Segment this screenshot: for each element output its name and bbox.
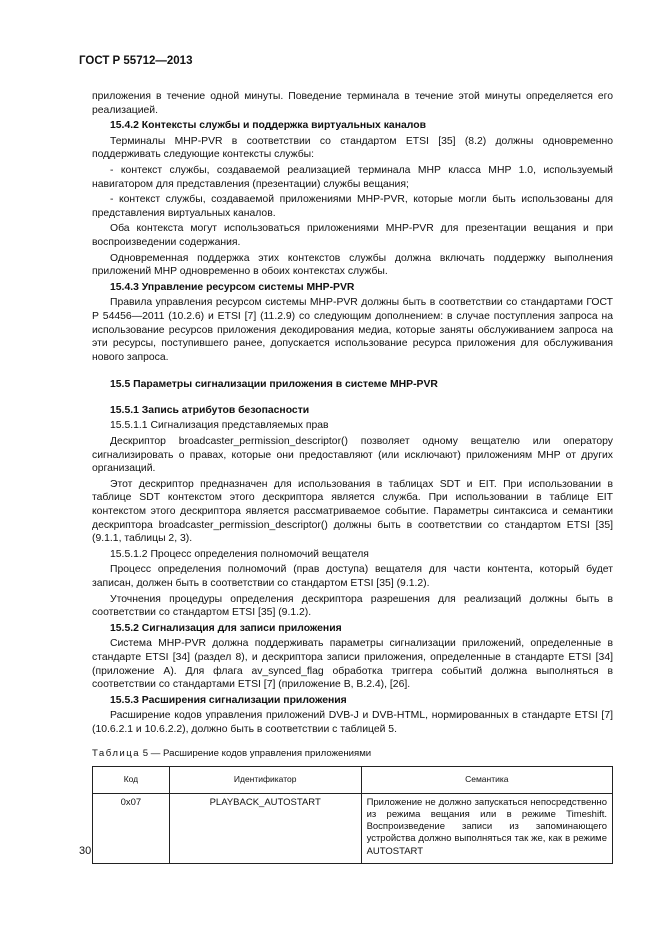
paragraph: 15.5.1.1 Сигнализация представляемых прав xyxy=(110,420,329,432)
header-identifier: Идентификатор xyxy=(169,767,361,794)
paragraph: Система MHP-PVR должна поддерживать параметры сигнализации приложений, определенные в стандарте ETSI [34] (раздел 8), и дескриптора записи приложения, определенные в стандарте ETSI [34] (приложение А). Для флага av_synced_flag обработка триггера событий должна выполняться в соответствии со стандартами ETSI [7] (приложение В, В.2.4), [26]. xyxy=(92,638,613,691)
section-heading: 15.4.2 Контексты службы и поддержка виртуальных каналов xyxy=(110,120,426,132)
section-heading: 15.4.3 Управление ресурсом системы MHP-PVR xyxy=(110,281,355,293)
cell-code: 0x07 xyxy=(93,793,170,863)
paragraph: Одновременная поддержка этих контекстов службы должна включать поддержку выполнения приложений MHP одновременно в обоих контекстах службы. xyxy=(92,252,613,278)
paragraph: Этот дескриптор предназначен для использования в таблицах SDT и EIT. При использовании в таблице SDT контекстом этого дескриптора является служба. При использовании в таблице EIT контекстом этого дескриптора является рассматриваемое событие. Параметры синтаксиса и семантики дескриптора broadcaster_permission_descriptor() должны быть в соответствии со стандартом ETSI [35] (9.1.1, таблицы 2, 3). xyxy=(92,478,613,545)
cell-semantics: Приложение не должно запускаться непосредственно из режима вещания или в режиме Timeshift. Воспроизведение записи из запоминающего устройства должно выполняться так же, как в режиме AUTOSTART xyxy=(361,793,612,863)
page-number: 30 xyxy=(79,845,92,857)
header-code: Код xyxy=(93,767,170,794)
paragraph: 15.5.1.2 Процесс определения полномочий вещателя xyxy=(110,548,369,560)
table-caption-title: 5 — Расширение кодов управления приложениями xyxy=(142,747,372,759)
table-header-row xyxy=(93,767,613,794)
paragraph: Расширение кодов управления приложений DVB-J и DVB-HTML, нормированных в стандарте ETSI [7] (10.6.2.1 и 10.6.2.2), должно быть в соответствии с таблицей 5. xyxy=(92,710,613,735)
section-heading: 15.5.3 Расширения сигнализации приложения xyxy=(110,694,347,706)
table-row xyxy=(93,793,613,863)
paragraph: Оба контекста могут использоваться приложениями MHP-PVR для презентации вещания и при воспроизведении содержания. xyxy=(92,223,613,248)
paragraph: - контекст службы, создаваемой реализацией терминала MHP класса MHP 1.0, используемый навигатором для представления (презентации) службы вещания; xyxy=(92,164,613,190)
paragraph: Терминалы MHP-PVR в соответствии со стандартом ETSI [35] (8.2) должны одновременно поддерживать следующие контексты службы: xyxy=(92,135,613,161)
section-heading: 15.5.1 Запись атрибутов безопасности xyxy=(110,404,310,416)
section-heading: 15.5.2 Сигнализация для записи приложения xyxy=(110,622,342,634)
paragraph: Правила управления ресурсом системы MHP-PVR должны быть в соответствии со стандартами ГОСТ Р 54456—2011 (10.2.6) и ETSI [7] (11.2.9) со следующим дополнением: в случае поступления запроса на использование ресурсов приложения декодирования медиа, которые заняты обслуживанием запроса на эти ресурсы, поступившего ранее, допускается использование ресурса приложения для обслуживания нового запроса. xyxy=(92,297,613,363)
table-caption xyxy=(92,747,613,761)
table-caption-label: Таблица xyxy=(92,747,141,759)
paragraph: - контекст службы, создаваемой приложениями MHP-PVR, которые могли быть использованы для представления виртуальных каналов. xyxy=(92,194,613,219)
page-content xyxy=(92,90,613,864)
body-text xyxy=(92,90,613,737)
paragraph: Дескриптор broadcaster_permission_descriptor() позволяет одному вещателю или оператору сигнализировать о правах, которые они предоставляют (или исключают) приложениям MHP от других организаций. xyxy=(92,436,613,475)
section-heading: 15.5 Параметры сигнализации приложения в системе MHP-PVR xyxy=(110,379,438,391)
paragraph: Уточнения процедуры определения дескриптора разрешения для реализаций должны быть в соответствии со стандартом ETSI [35] (9.1.2). xyxy=(92,593,613,619)
document-header: ГОСТ Р 55712—2013 xyxy=(79,55,193,67)
cell-identifier: PLAYBACK_AUTOSTART xyxy=(169,793,361,863)
paragraph: Процесс определения полномочий (прав доступа) вещателя для части контента, который будет записан, должен быть в соответствии со стандартом ETSI [35] (9.1.2). xyxy=(92,564,613,589)
paragraph: приложения в течение одной минуты. Поведение терминала в течение этой минуты определяется его реализацией. xyxy=(92,91,613,116)
header-semantics: Семантика xyxy=(361,767,612,794)
control-codes-table xyxy=(92,766,613,864)
